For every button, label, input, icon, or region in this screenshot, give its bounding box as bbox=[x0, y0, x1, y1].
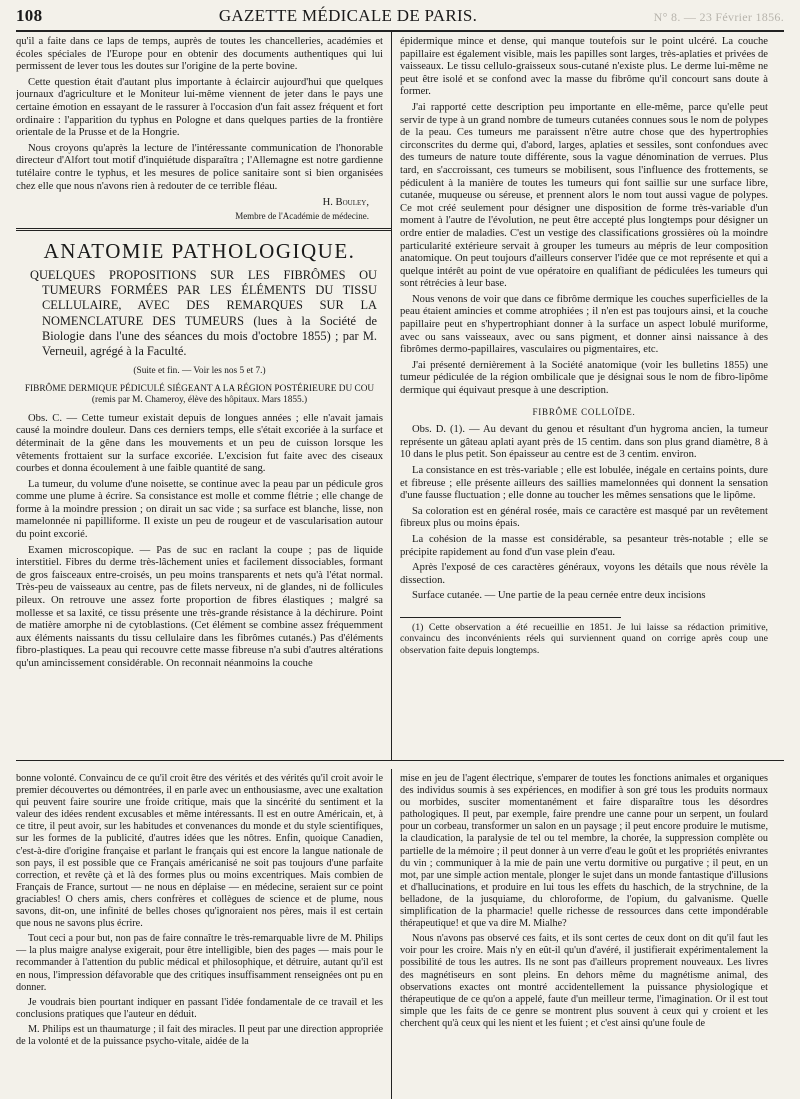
feuilleton-section bbox=[16, 761, 784, 1099]
paragraph: mise en jeu de l'agent électrique, s'emparer de toutes les fonctions animales et organiques des individus soumis à ses expériences, en modifier à son gré tous les produits normaux ou morbides, susciter momentanément et faire disparaître tous les désordres pathologiques. Il peut, par exemple, faire prendre une canne pour un serpent, un foulard pour un corbeau, transformer un salon en un paysage ; il peut encore produire le mutisme, la claudication, la paralysie de tel ou tel membre, la chorée, la suppression complète ou partielle de la mémoire ; il peut donner à un verre d'eau le goût et les propriétés enivrantes du vin ; communiquer à la mie de pain une vertu dormitive ou purgative ; il peut, en un mot, par une simple action mentale, plonger le sujet dans un monde fantastique d'illusions et d'hallucinations, et produire en lui tous les effets du haschich, de la strychnine, de la belladone, de la jusquiame, du chloroforme, de l'opium, du galvanisme. Quelle simplification de la pharmacie! quelle richesse de ressources dans cette impondérable thérapeutique! et que va dire M. Mialhe? bbox=[400, 773, 768, 930]
paragraph: M. Philips est un thaumaturge ; il fait des miracles. Il peut par une direction appropriée de la volonté et de la puissance psycho-vitale, aidée de la bbox=[16, 1023, 383, 1047]
paragraph: J'ai présenté dernièrement à la Société anatomique (voir les bulletins 1855) une tumeur pédiculée de la région ombilicale que je désignai sous le nom de fibro-lipôme dermique qui équivaut presque à une description. bbox=[400, 359, 768, 397]
upper-section bbox=[16, 32, 784, 761]
section-divider bbox=[16, 228, 391, 231]
case-subtitle: FIBRÔME COLLOÏDE. bbox=[532, 406, 636, 417]
journal-title: GAZETTE MÉDICALE DE PARIS. bbox=[218, 6, 478, 25]
bleed-through-text: N° 8. — 23 Février 1856. bbox=[653, 10, 784, 24]
page-header bbox=[16, 6, 784, 32]
examen-microscopique: Examen microscopique. — Pas de suc en raclant la coupe ; pas de liquide interstitiel. Fibres du derme très-lâchement unies et facilement dissociables, formant de gros faisceaux entre-croisés, un peu moins transparents et nets qu'à l'état normal. Très-peu de vaisseaux au centre, pas de filets nerveux, ni de glandes, ni de follicules pileux. On retrouve une assez forte proportion de fibres élastiques ; malgré sa mollesse et sa laxité, ce tissu présente une très-grande résistance à la déchirure. Point de matière amorphe ni de cytoblastions. (Cet élément se combine assez fréquemment aux éléments naissants du tissu cellulaire dans les fibrômes cutanés.) Pas d'éléments fibro-plastiques. La peau qui recouvre cette masse fibreuse n'a subi d'autres altérations qu'un amincissement considérable. On reconnait néanmoins la couche bbox=[16, 544, 383, 669]
paragraph: Cette question était d'autant plus importante à éclaircir aujourd'hui que quelques journaux d'agriculture et le Moniteur lui-même viennent de jeter dans le pays une certaine émotion en essayant de le rassurer à l'occasion d'un fait assez fréquent et fort ordinaire : l'apparition du typhus en Pologne et dans quelques parties de la frontière orientale de la Prusse et de la Hongrie. bbox=[16, 76, 383, 139]
paragraph: qu'il a faite dans ce laps de temps, auprès de toutes les chancelleries, académies et écoles spéciales de l'Europe pour en obtenir des documents authentiques qui lui permissent de lever tous les doutes sur l'origine de la perte bovine. bbox=[16, 36, 383, 73]
paragraph: épidermique mince et dense, qui manque toutefois sur le point ulcéré. La couche papillaire est également visible, mais les papilles sont larges, très-aplaties et privées de vaisseaux. Le tissu cellulo-graisseux sous-cutané n'existe plus. Le derme lui-même ne peut être isolé et se confond avec la masse du fibrôme qu'il concourt sans doute à former. bbox=[400, 36, 768, 98]
footnote: (1) Cette observation a été recueillie en 1851. Je lui laisse sa rédaction primitive, convaincu des inconvénients réels qui surviennent quand on corrige après coup une observation faite depuis longtemps. bbox=[400, 621, 768, 656]
paragraph: Nous venons de voir que dans ce fibrôme dermique les couches superficielles de la peau étaient amincies et comme atrophiées ; il n'en est pas toujours ainsi, et la couche papillaire peut en s'hypertrophiant donner à la surface un aspect lobulé muriforme, avec ou sans vaisseaux, avec ou sans pigment, et donner ainsi naissance à des fibrômes dermo-papillaires, vasculaires ou pigmentaires, etc. bbox=[400, 293, 768, 356]
paragraph: Nous n'avons pas observé ces faits, et ils sont certes de ceux dont on dit qu'il faut les voir pour les croire. Mais n'y en eût-il qu'un d'avéré, il justifierait expérimentalement la possibilité de tous les autres. Ils ne sont pas d'ailleurs proprement nouveaux. Les livres des magnétiseurs en sont pleins. En dehors même du magnétisme animal, des observations exactes ont montré accidentellement la puissance physiologique et thérapeutique de ce qu'on a appelé, faute d'un meilleur terme, l'imagination. Or il est tout simple que les faits de ce genre se montrent plus souvent à ceux qui y croient et les cherchent qu'à ceux qui les nient et les fuient ; et c'est ainsi qu'une foule de bbox=[400, 933, 768, 1029]
paragraph: J'ai rapporté cette description peu importante en elle-même, parce qu'elle peut servir de type à un grand nombre de tumeurs cutanées connues sous le nom de polypes de la peau. Ces tumeurs me paraissent n'être autre chose que des hypertrophies circonscrites du derme qui, d'abord, larges, aplaties et sessiles, sont confondues avec des tumeurs de nature toute différente, sous la vague dénomination de verrues. Plus tard, en s'accroissant, ces tumeurs se mobilisent, sous l'influence des frottements, se pédiculent à la manière de toutes les tumeurs qui font saillie sur une surface libre, cutanée, muqueuse ou séreuse, et prennent alors le nom tout aussi vague de polypes. Ce mot créé seulement pour désigner une disposition de forme très-variable d'un moment à l'autre de l'évolution, ne peut être accepté plus longtemps pour désigner un ordre entier de maladies. C'est un vestige des classifications grossières où la moindre particularité extérieure servait à grouper les tumeurs au mépris de leur composition anatomique. On peut toujours d'ailleurs conserver l'idée que ce mot représente et qui a quelque intérêt au point de vue opératoire en qualifiant de pédiculées les tumeurs qui sont rétrécies à leur base. bbox=[400, 101, 768, 290]
page-number: 108 bbox=[16, 6, 43, 25]
column-3 bbox=[16, 769, 392, 1099]
section-title: ANATOMIE PATHOLOGIQUE. bbox=[43, 239, 356, 264]
column-2 bbox=[392, 32, 768, 760]
paragraph: Sa coloration est en général rosée, mais ce caractère est masqué par un revêtement fibreux plus ou moins épais. bbox=[400, 505, 768, 530]
case-title: FIBRÔME DERMIQUE PÉDICULÉ SIÉGEANT A LA RÉGION POSTÉRIEURE DU COU (remis par M. Chameroy, élève des hôpitaux. Mars 1855.) bbox=[24, 383, 375, 405]
column-4 bbox=[392, 769, 768, 1099]
observation-c: Obs. C. — Cette tumeur existait depuis de longues années ; elle n'avait jamais causé la moindre douleur. Dans ces derniers temps, elle s'était excoriée à la surface et déterminait de la gêne dans les mouvements et un peu de cuisson lorsque les vêtements frottaient sur la surface excoriée. L'excision fut faite avec des ciseaux courbes et donna écoulement à une faible quantité de sang. bbox=[16, 412, 383, 475]
paragraph: Nous croyons qu'après la lecture de l'intéressante communication de l'honorable directeur d'Alfort tout motif d'inquiétude disparaîtra ; l'Allemagne est notre gardienne tutélaire contre le typhus, et les mesures de police sanitaire sont si bien organisées chez elle que nous n'avons rien à redouter de ce terrible fléau. bbox=[16, 142, 383, 192]
continuation-note: (Suite et fin. — Voir les nos 5 et 7.) bbox=[133, 366, 266, 377]
observation-d: Obs. D. (1). — Au devant du genou et résultant d'un hygroma ancien, la tumeur représente un gâteau aplati ayant près de 15 centim. dans son plus grand diamètre, 8 à 10 dans le plus petit. Son épaisseur au centre est de 3 centim. environ. bbox=[400, 424, 768, 461]
signature-name: H. Bouley, bbox=[322, 197, 369, 209]
paragraph: Tout ceci a pour but, non pas de faire connaître le très-remarquable livre de M. Philips — la plus maigre analyse exigerait, pour être intelligible, bien des pages — mais pour le recommander à l'attention du public médical et philosophique, et détruire, autant qu'il est en nous, l'impression défavorable que des critiques insuffisamment renseignées ont pu en donner. bbox=[16, 933, 383, 993]
paragraph: Je voudrais bien pourtant indiquer en passant l'idée fondamentale de ce travail et les conclusions pratiques que l'auteur en déduit. bbox=[16, 996, 383, 1020]
paragraph: La tumeur, du volume d'une noisette, se continue avec la peau par un pédicule gros comme une plume à écrire. Sa consistance est molle et comme flétrie ; elle change de forme à la moindre pression ; on dirait un sac vide ; sa surface est blanche, lisse, non mamelonnée ni papilliforme. Il existe un peu de rougeur et de vascularisation autour du point excorié. bbox=[16, 478, 383, 541]
footnote-divider bbox=[400, 617, 621, 618]
paragraph: Surface cutanée. — Une partie de la peau cernée entre deux incisions bbox=[412, 590, 706, 602]
paragraph: Après l'exposé de ces caractères généraux, voyons les détails que nous révèle la dissection. bbox=[400, 562, 768, 586]
column-1 bbox=[16, 32, 392, 760]
article-subheading: QUELQUES PROPOSITIONS SUR LES FIBRÔMES OU TUMEURS FORMÉES PAR LES ÉLÉMENTS DU TISSU CELLULAIRE, AVEC DES REMARQUES SUR LA NOMENCLATURE DES TUMEURS (lues à la Société de Biologie dans l'une des séances du mois d'octobre 1855) ; par M. Verneuil, agrégé à la Faculté. bbox=[30, 267, 377, 358]
paragraph: La cohésion de la masse est considérable, sa pesanteur très-notable ; elle se précipite rapidement au fond d'un vase plein d'eau. bbox=[400, 533, 768, 558]
signature-role: Membre de l'Académie de médecine. bbox=[235, 210, 369, 221]
paragraph: La consistance en est très-variable ; elle est lobulée, inégale en certains points, dure et fibreuse ; elle présente ailleurs des saillies mamelonnées qui donnent la sensation d'une fausse fluctuation ; elle donne au toucher les mêmes sensations que le lipôme. bbox=[400, 465, 768, 502]
paragraph: bonne volonté. Convaincu de ce qu'il croit être des vérités et des vérités qu'il croit avoir le premier découvertes ou démontrées, il en parle avec un enthousiasme, avec une exaltation qui peuvent faire sourire une froide critique, mais que la sincérité du sentiment et la valeur des idées rendent excusables et même intéressants. Il est en outre Américain, et, à ce titre, il peut avoir, sur les habitudes et convenances du monde et du style scientifiques, sur les formes de la publicité, d'autres idées que les nôtres. Enfin, quoique Canadien, c'est-à-dire d'origine française et parlant le français qui est encore la langue nationale de son pays, il est possible que ce Français américanisé ne soit pas toujours d'une parfaite correction, et revête çà et là des formes plus ou moins excentriques. Mais combien de Français de France, surtout — ne nous en déplaise — en médecine, seraient sur ce point graciables! O chers amis, chers confrères et collègues de science et de plume, nous savons, dit-on, une infinité de belles choses qu'ignoraient nos pères, mais il est certain que nous ne savons plus écrire. bbox=[16, 773, 383, 930]
